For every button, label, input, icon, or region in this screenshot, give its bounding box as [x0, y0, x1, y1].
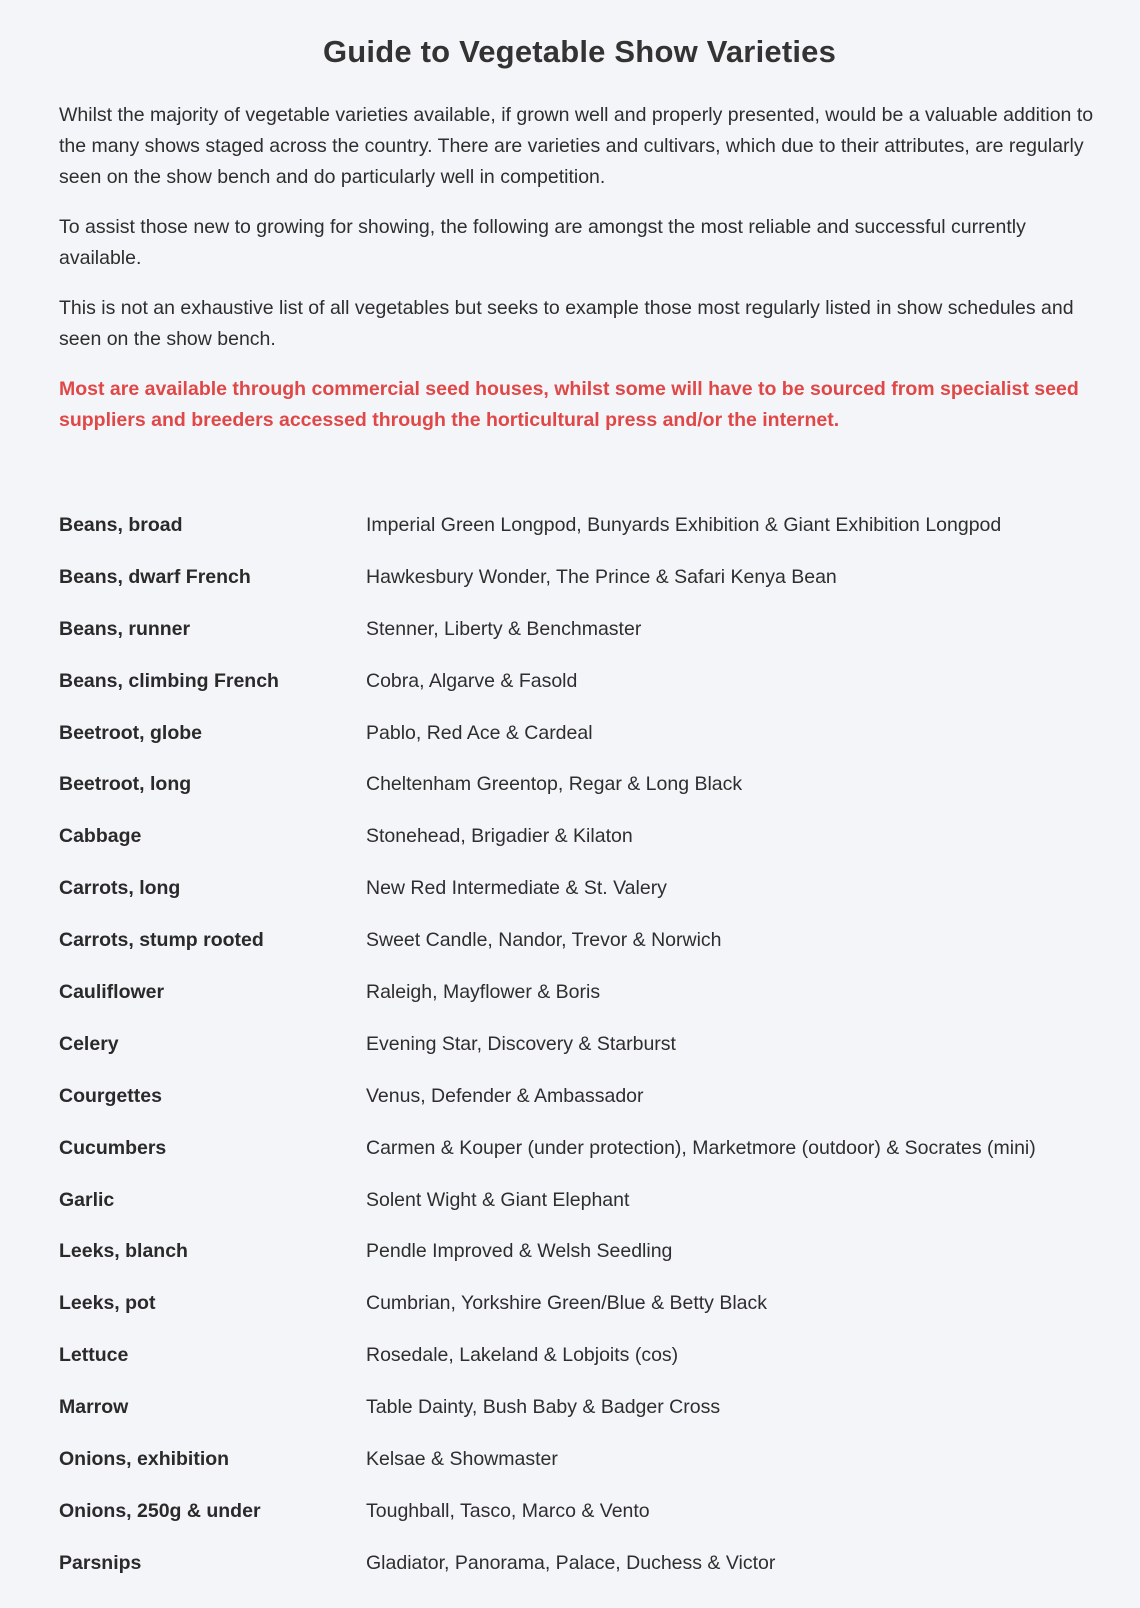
- vegetable-name: Celery: [59, 1032, 119, 1055]
- list-item: [59, 1550, 1119, 1602]
- list-item: [59, 512, 1119, 564]
- recommended-varieties: Venus, Defender & Ambassador: [366, 1084, 644, 1107]
- list-item: [59, 1238, 1119, 1290]
- vegetable-name: Beetroot, long: [59, 773, 192, 796]
- vegetable-name: Beans, runner: [59, 617, 191, 640]
- list-item: [59, 823, 1119, 875]
- vegetable-name: Carrots, stump rooted: [59, 929, 264, 952]
- list-item: [59, 564, 1119, 616]
- recommended-varieties: Stenner, Liberty & Benchmaster: [366, 617, 642, 640]
- vegetable-name: Beans, dwarf French: [59, 565, 251, 588]
- vegetable-name: Cauliflower: [59, 981, 165, 1004]
- varieties-list: [59, 512, 1119, 1602]
- recommended-varieties: Imperial Green Longpod, Bunyards Exhibition & Giant Exhibition Longpod: [366, 514, 1002, 536]
- vegetable-name: Leeks, blanch: [59, 1240, 188, 1263]
- vegetable-name: Leeks, pot: [59, 1292, 156, 1315]
- recommended-varieties: Raleigh, Mayflower & Boris: [366, 981, 601, 1004]
- recommended-varieties: Sweet Candle, Nandor, Trevor & Norwich: [366, 929, 722, 952]
- vegetable-name: Carrots, long: [59, 877, 181, 900]
- list-item: [59, 927, 1119, 979]
- intro-paragraph-1: Whilst the majority of vegetable varieties available, if grown well and properly presented, would be a valuable addition to the many shows staged across the country. There are varieties and cultivars, which due to their attributes, are regularly seen on the show bench and do particularly well in competition.: [59, 104, 1094, 188]
- recommended-varieties: Kelsae & Showmaster: [366, 1448, 558, 1471]
- recommended-varieties: Pablo, Red Ace & Cardeal: [366, 721, 593, 744]
- list-item: [59, 1187, 1119, 1239]
- recommended-varieties: Table Dainty, Bush Baby & Badger Cross: [366, 1396, 721, 1419]
- intro-paragraph-3: This is not an exhaustive list of all vegetables but seeks to example those most regularly listed in show schedules and seen on the show bench.: [59, 297, 1074, 350]
- list-item: [59, 1394, 1119, 1446]
- vegetable-name: Beetroot, globe: [59, 721, 203, 744]
- list-item: [59, 668, 1119, 720]
- recommended-varieties: Hawkesbury Wonder, The Prince & Safari Kenya Bean: [366, 565, 837, 588]
- vegetable-name: Onions, exhibition: [59, 1448, 230, 1471]
- list-item: [59, 1498, 1119, 1550]
- list-item: [59, 1083, 1119, 1135]
- recommended-varieties: Cheltenham Greentop, Regar & Long Black: [366, 773, 743, 796]
- list-item: [59, 1290, 1119, 1342]
- sourcing-notice: Most are available through commercial seed houses, whilst some will have to be sourced from specialist seed suppliers and breeders accessed through the horticultural press and/or the internet.: [59, 378, 1079, 431]
- vegetable-name: Lettuce: [59, 1344, 129, 1367]
- recommended-varieties: Carmen & Kouper (under protection), Marketmore (outdoor) & Socrates (mini): [366, 1136, 1036, 1159]
- recommended-varieties: New Red Intermediate & St. Valery: [366, 877, 667, 900]
- vegetable-name: Garlic: [59, 1188, 115, 1211]
- recommended-varieties: Cumbrian, Yorkshire Green/Blue & Betty Black: [366, 1292, 768, 1315]
- recommended-varieties: Stonehead, Brigadier & Kilaton: [366, 825, 633, 848]
- vegetable-name: Beans, broad: [59, 514, 183, 536]
- list-item: [59, 1446, 1119, 1498]
- intro-paragraph-2: To assist those new to growing for showing, the following are amongst the most reliable and successful currently available.: [59, 216, 1026, 269]
- recommended-varieties: Rosedale, Lakeland & Lobjoits (cos): [366, 1344, 679, 1367]
- vegetable-name: Parsnips: [59, 1551, 142, 1574]
- list-item: [59, 771, 1119, 823]
- recommended-varieties: Cobra, Algarve & Fasold: [366, 669, 578, 692]
- intro-section: [59, 100, 1100, 436]
- recommended-varieties: Solent Wight & Giant Elephant: [366, 1188, 630, 1211]
- list-item: [59, 720, 1119, 772]
- vegetable-name: Onions, 250g & under: [59, 1499, 261, 1522]
- list-item: [59, 1031, 1119, 1083]
- list-item: [59, 875, 1119, 927]
- vegetable-name: Cabbage: [59, 825, 142, 848]
- vegetable-name: Beans, climbing French: [59, 669, 279, 692]
- recommended-varieties: Toughball, Tasco, Marco & Vento: [366, 1499, 650, 1522]
- recommended-varieties: Pendle Improved & Welsh Seedling: [366, 1240, 673, 1263]
- list-item: [59, 979, 1119, 1031]
- recommended-varieties: Gladiator, Panorama, Palace, Duchess & Victor: [366, 1551, 776, 1574]
- page-title: Guide to Vegetable Show Varieties: [322, 34, 837, 69]
- list-item: [59, 1135, 1119, 1187]
- list-item: [59, 1342, 1119, 1394]
- recommended-varieties: Evening Star, Discovery & Starburst: [366, 1032, 676, 1055]
- vegetable-name: Marrow: [59, 1396, 129, 1419]
- vegetable-name: Courgettes: [59, 1084, 162, 1107]
- list-item: [59, 616, 1119, 668]
- vegetable-name: Cucumbers: [59, 1136, 167, 1159]
